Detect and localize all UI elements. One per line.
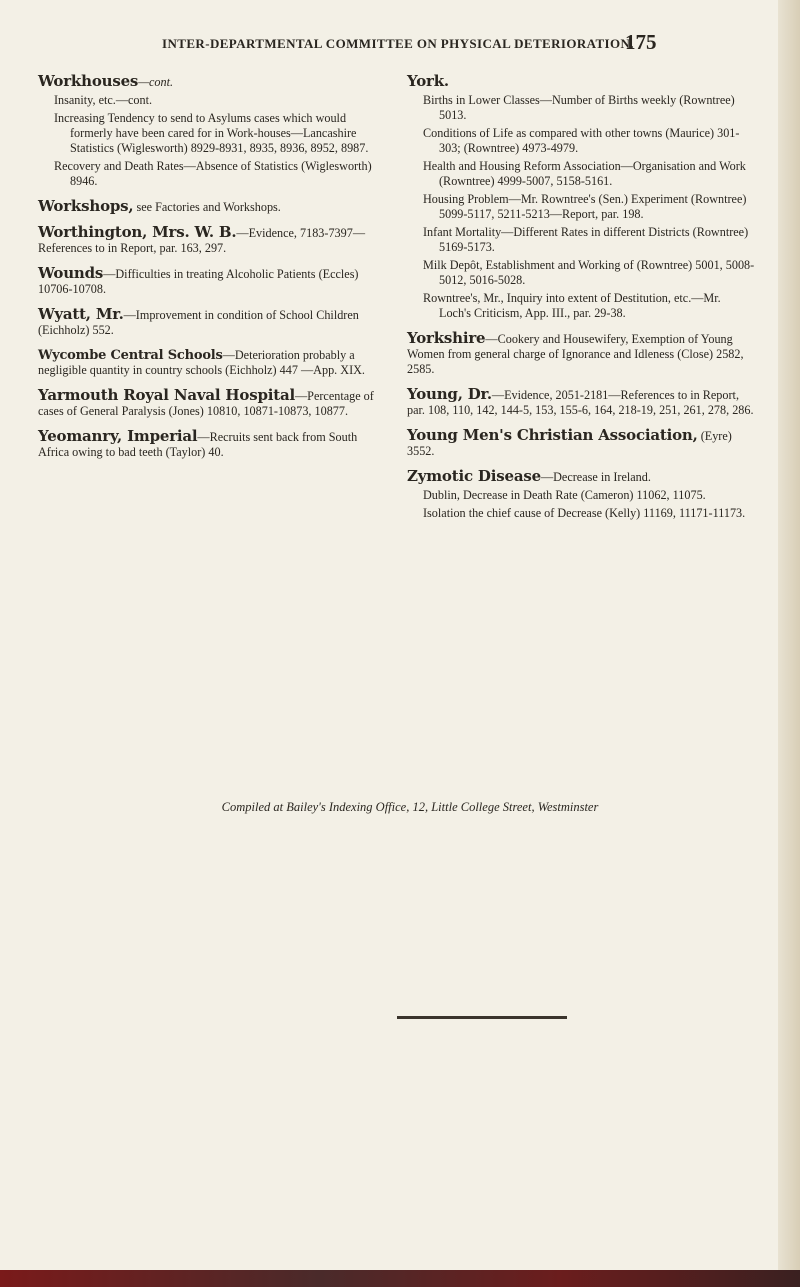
footer-imprint: Compiled at Bailey's Indexing Office, 12, Little College Street, Westminster bbox=[221, 800, 599, 814]
entry-head: Yorkshire bbox=[407, 329, 486, 347]
entry-line: Dublin, Decrease in Death Rate (Cameron) 11062, 11075. bbox=[423, 488, 706, 502]
entry-line: Infant Mortality—Different Rates in different Districts (Rowntree) 5169-5173. bbox=[423, 225, 749, 254]
entry-line: Health and Housing Reform Association—Organisation and Work (Rowntree) 4999-5007, 5158-5161. bbox=[423, 159, 746, 188]
left-column bbox=[38, 74, 376, 470]
entry-head: Worthington, Mrs. W. B. bbox=[38, 223, 237, 241]
entry-line: Insanity, etc.—cont. bbox=[54, 93, 153, 107]
index-entry bbox=[407, 331, 755, 377]
index-entry bbox=[38, 307, 376, 338]
entry-line: Housing Problem—Mr. Rowntree's (Sen.) Experiment (Rowntree) 5099-5117, 5211-5213—Report, par. 198. bbox=[423, 192, 747, 221]
index-entry bbox=[38, 74, 376, 189]
index-entry bbox=[407, 469, 755, 521]
entry-head: Yarmouth Royal Naval Hospital bbox=[38, 386, 295, 404]
index-entry bbox=[38, 388, 376, 419]
entry-head-sub: —Evidence, 7183-7397—References to in Report, par. 163, 297. bbox=[38, 226, 366, 255]
entry-head: Wyatt, Mr. bbox=[38, 305, 124, 323]
entry-line: Conditions of Life as compared with other towns (Maurice) 301-303; (Rowntree) 4973-4979. bbox=[423, 126, 740, 155]
index-entry bbox=[38, 348, 376, 378]
entry-head: Young Men's Christian Association, bbox=[407, 426, 698, 444]
index-entry bbox=[38, 199, 376, 215]
index-entry bbox=[38, 429, 376, 460]
entry-head: Wycombe Central Schools bbox=[38, 348, 223, 363]
entry-head-sub: —Improvement in condition of School Children (Eichholz) 552. bbox=[38, 308, 359, 337]
entry-head-sub: —Difficulties in treating Alcoholic Patients (Eccles) 10706-10708. bbox=[38, 267, 359, 296]
entry-head-sub: —Recruits sent back from South Africa owing to bad teeth (Taylor) 40. bbox=[38, 430, 358, 459]
running-head: INTER-DEPARTMENTAL COMMITTEE ON PHYSICAL DETERIORATION. bbox=[162, 36, 634, 51]
entry-head-sub: —Percentage of cases of General Paralysis (Jones) 10810, 10871-10873, 10877. bbox=[38, 389, 374, 418]
entry-head: Workhouses bbox=[38, 72, 139, 90]
index-entry bbox=[407, 74, 755, 321]
print-rule bbox=[397, 1016, 567, 1019]
binding-edge bbox=[0, 1270, 800, 1287]
entry-head: Zymotic Disease bbox=[407, 467, 541, 485]
entry-head-sub: (Eyre) 3552. bbox=[407, 429, 732, 458]
right-column bbox=[407, 74, 755, 531]
entry-head-sub: see Factories and Workshops. bbox=[133, 200, 281, 214]
entry-line: Rowntree's, Mr., Inquiry into extent of Destitution, etc.—Mr. Loch's Criticism, App. III., par. 29-38. bbox=[423, 291, 721, 320]
entry-head-sub: —cont. bbox=[138, 75, 174, 89]
index-entry bbox=[407, 387, 755, 418]
index-entry bbox=[407, 428, 755, 459]
page-edge bbox=[778, 0, 800, 1287]
entry-line: Births in Lower Classes—Number of Births weekly (Rowntree) 5013. bbox=[423, 93, 735, 122]
entry-head: Wounds bbox=[38, 264, 104, 282]
entry-head: Yeomanry, Imperial bbox=[38, 427, 198, 445]
page-number: 175 bbox=[625, 30, 657, 54]
entry-head-sub: —Decrease in Ireland. bbox=[540, 470, 651, 484]
entry-line: Milk Depôt, Establishment and Working of (Rowntree) 5001, 5008-5012, 5016-5028. bbox=[423, 258, 755, 287]
entry-head-sub: —Evidence, 2051-2181—References to in Report, par. 108, 110, 142, 144-5, 153, 155-6, 164, 218-19, 251, 261, 278, 286. bbox=[407, 388, 754, 417]
index-entry bbox=[38, 266, 376, 297]
entry-line: Isolation the chief cause of Decrease (Kelly) 11169, 11171-11173. bbox=[423, 506, 746, 520]
entry-head: Young, Dr. bbox=[407, 385, 492, 403]
entry-head: Workshops, bbox=[38, 197, 134, 215]
entry-line: Recovery and Death Rates—Absence of Statistics (Wiglesworth) 8946. bbox=[54, 159, 372, 188]
entry-line: Increasing Tendency to send to Asylums cases which would formerly have been cared for in Work-houses—Lancashire Statistics (Wiglesworth) 8929-8931, 8935, 8936, 8952, 8987. bbox=[54, 111, 369, 155]
entry-head: York. bbox=[407, 72, 449, 90]
entry-head-sub: —Deterioration probably a negligible quantity in country schools (Eichholz) 447 —App. XIX. bbox=[38, 348, 365, 377]
index-entry bbox=[38, 225, 376, 256]
entry-head-sub: —Cookery and Housewifery, Exemption of Young Women from general charge of Ignorance and Idleness (Close) 2582, 2585. bbox=[407, 332, 744, 376]
